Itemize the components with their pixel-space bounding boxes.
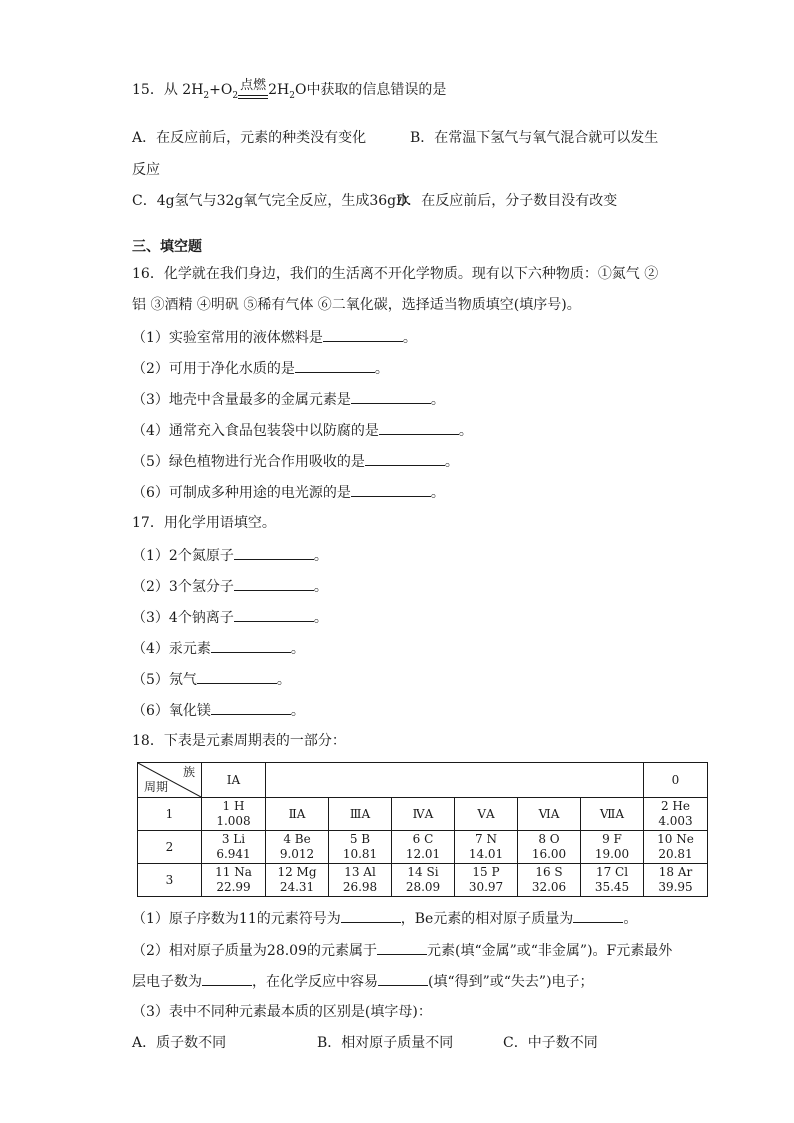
- answer-blank[interactable]: [341, 908, 401, 923]
- element-cell: 5 B 10.81: [329, 831, 392, 864]
- answer-blank[interactable]: [351, 482, 431, 497]
- q15-stem-prefix: 15．从: [132, 82, 178, 98]
- answer-blank[interactable]: [295, 358, 375, 373]
- corner-group-label: 族: [182, 765, 195, 779]
- answer-blank[interactable]: [379, 420, 459, 435]
- period-cell: 1: [138, 798, 202, 831]
- q18-sub2-cont: 层电子数为 ，在化学反应中容易 (填“得到”或“失去”)电子；: [132, 971, 594, 992]
- answer-blank[interactable]: [234, 607, 314, 622]
- group-label-cell: ⅡA: [266, 798, 329, 831]
- answer-blank[interactable]: [234, 545, 314, 560]
- q18-stem: 18．下表是元素周期表的一部分：: [132, 733, 346, 749]
- answer-blank[interactable]: [211, 700, 291, 715]
- answer-blank[interactable]: [323, 327, 403, 342]
- element-cell: 13 Al 26.98: [329, 864, 392, 897]
- q18-option-c[interactable]: C．中子数不同: [503, 1035, 598, 1051]
- q16-stem-line1: 16．化学就在我们身边，我们的生活离不开化学物质。现有以下六种物质：①氮气 ②: [132, 266, 659, 282]
- q15-option-d[interactable]: D．在反应前后，分子数目没有改变: [396, 193, 618, 209]
- q15-stem-suffix: 中获取的信息错误的是: [306, 82, 447, 98]
- corner-period-label: 周期: [144, 780, 169, 794]
- q17-item-5: （5）氖气 。: [132, 669, 291, 690]
- q16-item-5: （5）绿色植物进行光合作用吸收的是 。: [132, 451, 459, 472]
- group-label-cell: ⅥA: [518, 798, 581, 831]
- element-cell: 7 N 14.01: [455, 831, 518, 864]
- periodic-table: [137, 762, 708, 897]
- answer-blank[interactable]: [211, 638, 291, 653]
- answer-blank[interactable]: [197, 669, 277, 684]
- q18-sub1: （1）原子序数为11的元素符号为 ，Be元素的相对原子质量为 。: [132, 908, 637, 929]
- group-label-cell: ⅤA: [455, 798, 518, 831]
- q17-item-1: （1）2个氮原子 。: [132, 545, 328, 566]
- period-cell: 3: [138, 864, 202, 897]
- answer-blank[interactable]: [378, 971, 428, 986]
- table-corner: [138, 763, 202, 798]
- element-cell: 3 Li 6.941: [202, 831, 266, 864]
- section-title: 三、填空题: [132, 239, 202, 255]
- answer-blank[interactable]: [351, 389, 431, 404]
- element-cell: 14 Si 28.09: [392, 864, 455, 897]
- q17-item-3: （3）4个钠离子 。: [132, 607, 328, 628]
- period-cell: 2: [138, 831, 202, 864]
- q18-option-b[interactable]: B．相对原子质量不同: [317, 1035, 454, 1051]
- q16-stem-line2: 铝 ③酒精 ④明矾 ⑤稀有气体 ⑥二氧化碳，选择适当物质填空(填序号)。: [132, 297, 581, 313]
- q18-sub3: （3）表中不同种元素最本质的区别是(填字母)：: [132, 1004, 432, 1020]
- group-label-cell: ⅢA: [329, 798, 392, 831]
- reaction-arrow: 点燃: [238, 86, 268, 106]
- element-cell: 10 Ne 20.81: [644, 831, 708, 864]
- q17-item-2: （2）3个氢分子 。: [132, 576, 328, 597]
- q17-item-4: （4）汞元素 。: [132, 638, 305, 659]
- element-cell: 4 Be 9.012: [266, 831, 329, 864]
- element-cell: 8 O 16.00: [518, 831, 581, 864]
- group-label-cell: ⅦA: [581, 798, 644, 831]
- answer-blank[interactable]: [377, 940, 427, 955]
- element-cell: 16 S 32.06: [518, 864, 581, 897]
- element-cell: 6 C 12.01: [392, 831, 455, 864]
- q16-item-4: （4）通常充入食品包装袋中以防腐的是 。: [132, 420, 473, 441]
- answer-blank[interactable]: [202, 971, 252, 986]
- element-cell: 1 H 1.008: [202, 798, 266, 831]
- header-zero: 0: [644, 763, 708, 798]
- q15-option-a[interactable]: A．在反应前后，元素的种类没有变化: [132, 130, 367, 146]
- q16-item-1: （1）实验室常用的液体燃料是 。: [132, 327, 417, 348]
- q18-sub2: （2）相对原子质量为28.09的元素属于 元素(填“金属”或“非金属”)。F元素最外: [132, 940, 672, 961]
- q16-item-2: （2）可用于净化水质的是 。: [132, 358, 389, 379]
- answer-blank[interactable]: [365, 451, 445, 466]
- header-blank: [266, 763, 644, 798]
- q15-equation: $2H_2+O_2$ 点燃 $2H_2O$: [182, 82, 306, 98]
- header-ia: ⅠA: [202, 763, 266, 798]
- element-cell: 11 Na 22.99: [202, 864, 266, 897]
- element-cell: 2 He 4.003: [644, 798, 708, 831]
- answer-blank[interactable]: [573, 908, 623, 923]
- q17-stem: 17．用化学用语填空。: [132, 515, 276, 531]
- q16-item-3: （3）地壳中含量最多的金属元素是 。: [132, 389, 445, 410]
- q16-item-6: （6）可制成多种用途的电光源的是 。: [132, 482, 445, 503]
- group-label-cell: ⅣA: [392, 798, 455, 831]
- q15-option-b[interactable]: B．在常温下氢气与氧气混合就可以发生: [410, 130, 659, 146]
- element-cell: 18 Ar 39.95: [644, 864, 708, 897]
- answer-blank[interactable]: [234, 576, 314, 591]
- q15-stem: [132, 77, 447, 106]
- element-cell: 9 F 19.00: [581, 831, 644, 864]
- q15-option-b-cont: 反应: [132, 162, 160, 178]
- element-cell: 15 P 30.97: [455, 864, 518, 897]
- q15-option-c[interactable]: C．4g氢气与32g氧气完全反应，生成36g水: [132, 193, 411, 209]
- element-cell: 17 Cl 35.45: [581, 864, 644, 897]
- q17-item-6: （6）氧化镁 。: [132, 700, 305, 721]
- q18-option-a[interactable]: A．质子数不同: [132, 1035, 227, 1051]
- element-cell: 12 Mg 24.31: [266, 864, 329, 897]
